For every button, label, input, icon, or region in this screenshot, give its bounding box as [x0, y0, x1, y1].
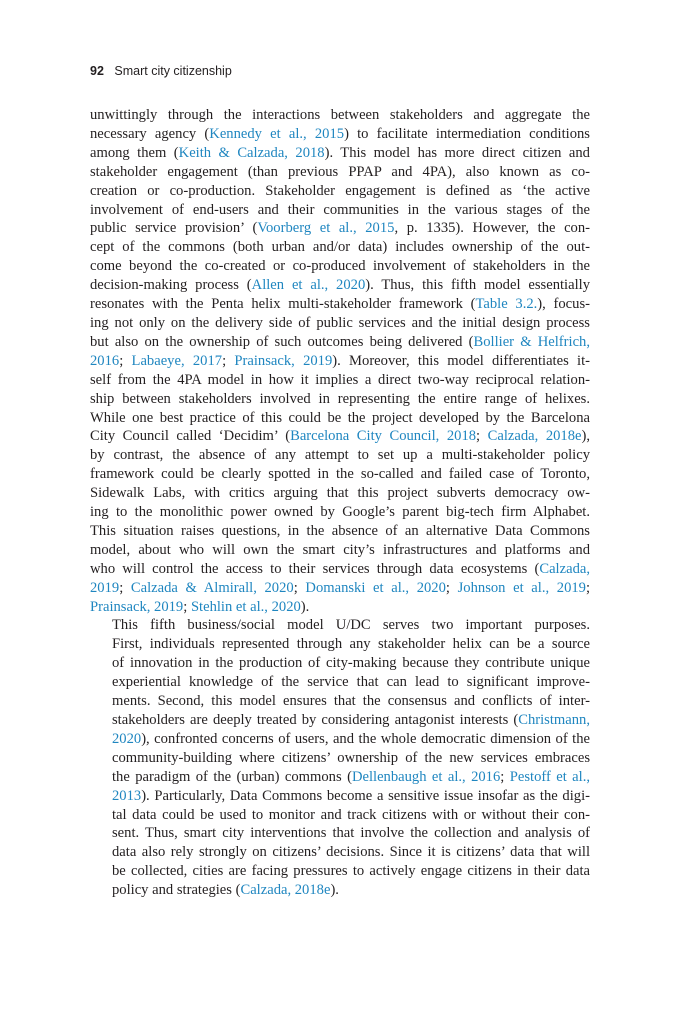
- citation-link[interactable]: Domanski et al., 2020: [305, 579, 446, 596]
- text-run: the paradigm of the (urban) commons (: [112, 768, 352, 785]
- citation-link[interactable]: Calzada,: [539, 560, 590, 577]
- text-run: self from the 4PA model in how it implies a direct two-way reciprocal relation-: [90, 371, 590, 388]
- text-run: City Council called ‘Decidim’ (: [90, 428, 291, 445]
- text-line: [90, 560, 590, 579]
- text-run: ments. Second, this model ensures that the consensus and conflicts of inter-: [112, 693, 590, 710]
- text-run: ).: [330, 882, 339, 899]
- text-run: ),: [581, 428, 591, 445]
- text-line: [90, 749, 590, 768]
- text-line: [90, 711, 590, 730]
- text-run: necessary agency (: [90, 125, 210, 142]
- body-text: [90, 106, 590, 900]
- text-run: of innovation in the production of city-making because they contribute unique: [112, 655, 590, 672]
- text-line: [90, 541, 590, 560]
- text-run: who will control the access to their services through data ecosystems (: [90, 560, 540, 577]
- paragraph: [90, 106, 590, 616]
- text-line: [90, 787, 590, 806]
- citation-link[interactable]: 2020: [112, 730, 142, 747]
- text-line: [90, 465, 590, 484]
- text-line: [90, 503, 590, 522]
- text-run: ) to facilitate intermediation conditions: [344, 125, 590, 142]
- text-run: ;: [500, 768, 510, 785]
- text-line: [90, 522, 590, 541]
- text-line: [90, 276, 590, 295]
- text-line: [90, 730, 590, 749]
- text-run: ;: [585, 579, 591, 596]
- text-run: ;: [445, 579, 458, 596]
- citation-link[interactable]: Pestoff et al.,: [509, 768, 591, 785]
- text-run: ;: [119, 352, 132, 369]
- text-run: public service provision’ (: [90, 220, 258, 237]
- citation-link[interactable]: Bollier & Helfrich,: [473, 333, 590, 350]
- text-run: While one best practice of this could be the project developed by the Barcelona: [90, 409, 590, 426]
- text-run: ), confronted concerns of users, and the whole democratic dimension of the: [141, 730, 590, 747]
- text-run: resonates with the Penta helix multi-stakeholder framework (: [90, 296, 476, 313]
- text-run: ), focus-: [537, 296, 590, 313]
- text-run: but also on the ownership of such outcomes being delivered (: [90, 333, 474, 350]
- running-title: Smart city citizenship: [114, 64, 232, 78]
- text-line: [90, 579, 590, 598]
- text-line: [90, 106, 590, 125]
- text-run: unwittingly through the interactions between stakeholders and aggregate the: [90, 107, 590, 123]
- text-run: ).: [300, 598, 310, 615]
- text-run: ;: [476, 428, 488, 445]
- citation-link[interactable]: Table 3.2.: [475, 296, 538, 313]
- citation-link[interactable]: Prainsack, 2019: [90, 598, 184, 615]
- text-line: [90, 427, 590, 446]
- citation-link[interactable]: Barcelona City Council, 2018: [290, 428, 477, 445]
- citation-link[interactable]: Johnson et al., 2019: [457, 579, 586, 596]
- text-run: sent. Thus, smart city interventions that involve the collection and analysis of: [112, 825, 590, 842]
- text-run: framework could be clearly spotted in the so-called and failed case of Toronto,: [90, 466, 590, 483]
- text-run: This fifth business/social model U/DC serves two important purposes.: [112, 617, 590, 634]
- text-line: [90, 598, 590, 617]
- paragraph: [90, 616, 590, 900]
- citation-link[interactable]: Calzada & Almirall, 2020: [130, 579, 294, 596]
- text-run: community-building where citizens’ ownership of the new services embraces: [112, 749, 590, 766]
- text-line: [90, 144, 590, 163]
- citation-link[interactable]: Keith & Calzada, 2018: [178, 144, 325, 161]
- citation-link[interactable]: Prainsack, 2019: [234, 352, 333, 369]
- text-line: [90, 371, 590, 390]
- citation-link[interactable]: Calzada, 2018e: [487, 428, 582, 445]
- citation-link[interactable]: 2019: [90, 579, 120, 596]
- text-line: [90, 390, 590, 409]
- citation-link[interactable]: Stehlin et al., 2020: [190, 598, 301, 615]
- text-run: ;: [293, 579, 306, 596]
- citation-link[interactable]: Labaeye, 2017: [131, 352, 223, 369]
- text-line: [90, 163, 590, 182]
- citation-link[interactable]: 2016: [90, 352, 120, 369]
- text-line: [90, 692, 590, 711]
- text-line: [90, 806, 590, 825]
- citation-link[interactable]: Christmann,: [518, 712, 590, 728]
- text-line: [90, 862, 590, 881]
- text-run: data also rely strongly on citizens’ decisions. Since it is citizens’ data that will: [112, 844, 590, 861]
- text-line: [90, 219, 590, 238]
- text-line: [90, 295, 590, 314]
- citation-link[interactable]: Voorberg et al., 2015: [257, 220, 395, 237]
- text-line: [90, 238, 590, 257]
- text-run: involvement of end-users and their communities in the various stages of the: [90, 201, 590, 218]
- text-line: [90, 635, 590, 654]
- text-run: creation or co-production. Stakeholder engagement is defined as ‘the active: [90, 182, 590, 199]
- text-line: [90, 881, 590, 900]
- text-line: [90, 182, 590, 201]
- text-run: ;: [222, 352, 235, 369]
- text-run: ). Particularly, Data Commons become a sensitive issue insofar as the digi-: [141, 787, 590, 804]
- citation-link[interactable]: Dellenbaugh et al., 2016: [351, 768, 501, 785]
- text-line: [90, 616, 590, 635]
- text-run: ;: [119, 579, 131, 596]
- text-run: stakeholders are deeply treated by considering antagonist interests (: [112, 712, 519, 728]
- text-run: decision-making process (: [90, 277, 252, 294]
- text-run: be collected, cities are facing pressures to actively engage citizens in their data: [112, 863, 590, 880]
- citation-link[interactable]: 2013: [112, 787, 142, 804]
- text-line: [90, 446, 590, 465]
- text-run: by contrast, the absence of any attempt to set up a multi-stakeholder policy: [90, 447, 590, 464]
- text-line: [90, 314, 590, 333]
- text-line: [90, 333, 590, 352]
- text-run: Sidewalk Labs, with critics arguing that this project subverts democracy ow-: [90, 485, 590, 502]
- text-run: This situation raises questions, in the absence of an alternative Data Commons: [90, 522, 590, 539]
- text-run: ). This model has more direct citizen and: [324, 144, 590, 161]
- citation-link[interactable]: Kennedy et al., 2015: [209, 125, 345, 142]
- page-number: 92: [90, 64, 104, 78]
- text-run: among them (: [90, 144, 179, 161]
- text-run: ). Moreover, this model differentiates it-: [332, 352, 591, 369]
- text-run: experiential knowledge of the service that can lead to significant improve-: [112, 674, 590, 691]
- text-line: [90, 673, 590, 692]
- text-run: , p. 1335). However, the con-: [394, 220, 591, 237]
- text-run: policy and strategies (: [112, 882, 241, 899]
- text-run: stakeholder engagement (than previous PPAP and 4PA), also known as co-: [90, 163, 590, 180]
- text-line: [90, 409, 590, 428]
- text-line: [90, 352, 590, 371]
- text-line: [90, 654, 590, 673]
- running-head: [90, 64, 232, 78]
- text-run: come beyond the co-created or co-produced involvement of stakeholders in the: [90, 258, 590, 275]
- text-line: [90, 824, 590, 843]
- text-run: tal data could be used to monitor and track citizens with or without their con-: [112, 806, 590, 823]
- text-line: [90, 843, 590, 862]
- text-run: First, individuals represented through any stakeholder helix can be a source: [112, 636, 590, 653]
- text-run: cept of the commons (both urban and/or data) includes ownership of the out-: [90, 239, 590, 256]
- text-line: [90, 768, 590, 787]
- citation-link[interactable]: Allen et al., 2020: [251, 277, 366, 294]
- text-line: [90, 125, 590, 144]
- text-run: ship between stakeholders involved in representing the entire range of helixes.: [90, 390, 590, 407]
- text-run: ;: [183, 598, 191, 615]
- text-line: [90, 484, 590, 503]
- text-run: ing to the monolithic power owned by Google’s parent big-tech firm Alphabet.: [90, 504, 590, 521]
- text-run: model, about who will own the smart city’s infrastructures and platforms and: [90, 541, 590, 558]
- text-line: [90, 201, 590, 220]
- text-line: [90, 257, 590, 276]
- text-run: ing not only on the delivery side of public services and the initial design process: [90, 314, 590, 331]
- citation-link[interactable]: Calzada, 2018e: [240, 882, 331, 899]
- text-run: ). Thus, this fifth model essentially: [365, 277, 590, 294]
